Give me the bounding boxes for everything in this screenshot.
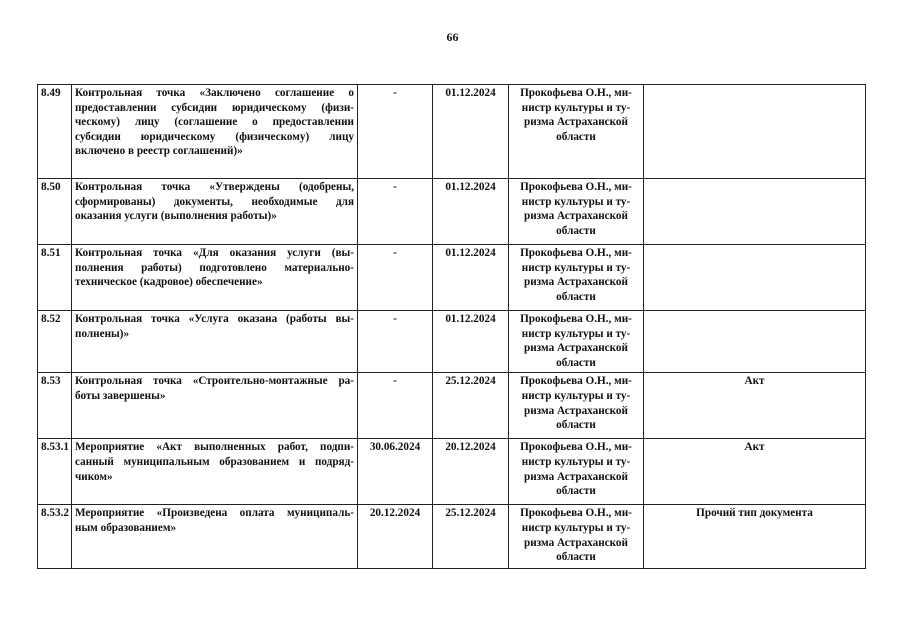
row-name	[72, 505, 358, 569]
row-name-line: техническое (кадровое) обеспечение»	[75, 276, 263, 289]
row-name-line: Мероприятие «Произведена оплата муниципаль-	[75, 507, 354, 520]
row-name-line: чиком»	[75, 470, 113, 483]
row-responsible	[509, 439, 644, 505]
row-responsible	[509, 85, 644, 179]
row-responsible	[509, 179, 644, 245]
row-end-date: 01.12.2024	[433, 179, 509, 245]
table-row	[38, 505, 866, 569]
row-start-date: 20.12.2024	[358, 505, 433, 569]
row-start-date: -	[358, 85, 433, 179]
row-name-line: боты завершены»	[75, 389, 166, 402]
row-responsible	[509, 505, 644, 569]
row-responsible	[509, 373, 644, 439]
row-name-line: Контрольная точка «Утверждены (одобрены,	[75, 181, 354, 193]
row-name-line: Контрольная точка «Услуга оказана (работы вы-	[75, 313, 354, 325]
row-name-line: сформированы) документы, необходимые для	[75, 195, 354, 208]
row-number: 8.52	[38, 311, 72, 373]
page-number: 66	[446, 30, 459, 44]
row-number: 8.50	[38, 179, 72, 245]
row-responsible-line: Прокофьева О.Н., ми-	[520, 441, 632, 454]
row-number: 8.49	[38, 85, 72, 179]
row-name-line: санный муниципальным образованием и подряд-	[75, 455, 354, 468]
row-responsible	[509, 311, 644, 373]
table-row	[38, 179, 866, 245]
row-responsible	[509, 245, 644, 311]
row-name-line: субсидии юридическому (физическому) лицу	[75, 130, 354, 143]
table-row	[38, 439, 866, 505]
row-responsible-line: ризма Астраханской	[524, 116, 628, 129]
row-start-date: -	[358, 179, 433, 245]
row-document	[644, 245, 866, 311]
row-responsible-line: Прокофьева О.Н., ми-	[520, 313, 632, 325]
row-responsible-line: ризма Астраханской	[524, 404, 628, 417]
row-responsible-line: области	[556, 290, 596, 303]
row-responsible-line: нистр культуры и ту-	[521, 261, 631, 274]
row-name-line: Мероприятие «Акт выполненных работ, подпи-	[75, 441, 354, 454]
row-name	[72, 373, 358, 439]
row-start-date: -	[358, 373, 433, 439]
row-responsible-line: области	[556, 224, 596, 237]
row-responsible-line: ризма Астраханской	[524, 210, 628, 223]
row-name-line: ческому) лицу (соглашение о предоставлении	[75, 116, 354, 129]
row-responsible-line: области	[556, 551, 596, 564]
row-name-line: оказания услуги (выполнения работы)»	[75, 210, 277, 223]
table-row	[38, 245, 866, 311]
table-row	[38, 311, 866, 373]
row-responsible-line: области	[556, 485, 596, 498]
row-name	[72, 245, 358, 311]
row-responsible-line: Прокофьева О.Н., ми-	[520, 507, 632, 520]
row-name-line: включено в реестр соглашений)»	[75, 145, 243, 158]
table-row	[38, 373, 866, 439]
row-responsible-line: нистр культуры и ту-	[521, 327, 631, 340]
row-end-date: 01.12.2024	[433, 85, 509, 179]
row-name	[72, 439, 358, 505]
row-name-line: Контрольная точка «Строительно-монтажные ра-	[75, 375, 354, 388]
row-end-date: 01.12.2024	[433, 245, 509, 311]
row-name	[72, 85, 358, 179]
row-responsible-line: Прокофьева О.Н., ми-	[520, 181, 632, 193]
row-name-line: ным образованием»	[75, 521, 177, 534]
row-document: Акт	[644, 439, 866, 505]
row-start-date: -	[358, 311, 433, 373]
row-name-line: Контрольная точка «Заключено соглашение о	[75, 87, 354, 99]
row-end-date: 20.12.2024	[433, 439, 509, 505]
row-number: 8.51	[38, 245, 72, 311]
row-name-line: полнены)»	[75, 327, 130, 340]
row-start-date: -	[358, 245, 433, 311]
row-end-date: 25.12.2024	[433, 373, 509, 439]
row-responsible-line: Прокофьева О.Н., ми-	[520, 87, 632, 99]
row-name	[72, 179, 358, 245]
plan-table	[37, 84, 866, 569]
row-responsible-line: ризма Астраханской	[524, 536, 628, 549]
row-document	[644, 311, 866, 373]
row-responsible-line: ризма Астраханской	[524, 470, 628, 483]
row-responsible-line: Прокофьева О.Н., ми-	[520, 375, 632, 388]
row-responsible-line: нистр культуры и ту-	[521, 455, 631, 468]
row-number: 8.53	[38, 373, 72, 439]
row-responsible-line: нистр культуры и ту-	[521, 101, 631, 114]
table-body	[38, 85, 866, 569]
row-document	[644, 179, 866, 245]
row-document	[644, 85, 866, 179]
row-end-date: 01.12.2024	[433, 311, 509, 373]
row-name-line: предоставлении субсидии юридическому (физи-	[75, 101, 354, 114]
row-name-line: Контрольная точка «Для оказания услуги (вы-	[75, 247, 354, 259]
row-responsible-line: области	[556, 356, 596, 369]
row-responsible-line: Прокофьева О.Н., ми-	[520, 247, 632, 259]
row-start-date: 30.06.2024	[358, 439, 433, 505]
row-document: Прочий тип документа	[644, 505, 866, 569]
row-responsible-line: ризма Астраханской	[524, 342, 628, 355]
row-responsible-line: нистр культуры и ту-	[521, 389, 631, 402]
row-responsible-line: нистр культуры и ту-	[521, 521, 631, 534]
row-number: 8.53.2	[38, 505, 72, 569]
row-responsible-line: ризма Астраханской	[524, 276, 628, 289]
row-document: Акт	[644, 373, 866, 439]
row-name	[72, 311, 358, 373]
row-responsible-line: нистр культуры и ту-	[521, 195, 631, 208]
table-row	[38, 85, 866, 179]
row-end-date: 25.12.2024	[433, 505, 509, 569]
row-number: 8.53.1	[38, 439, 72, 505]
row-responsible-line: области	[556, 419, 596, 432]
row-responsible-line: области	[556, 130, 596, 143]
row-name-line: полнения работы) подготовлено материально-	[75, 261, 354, 274]
